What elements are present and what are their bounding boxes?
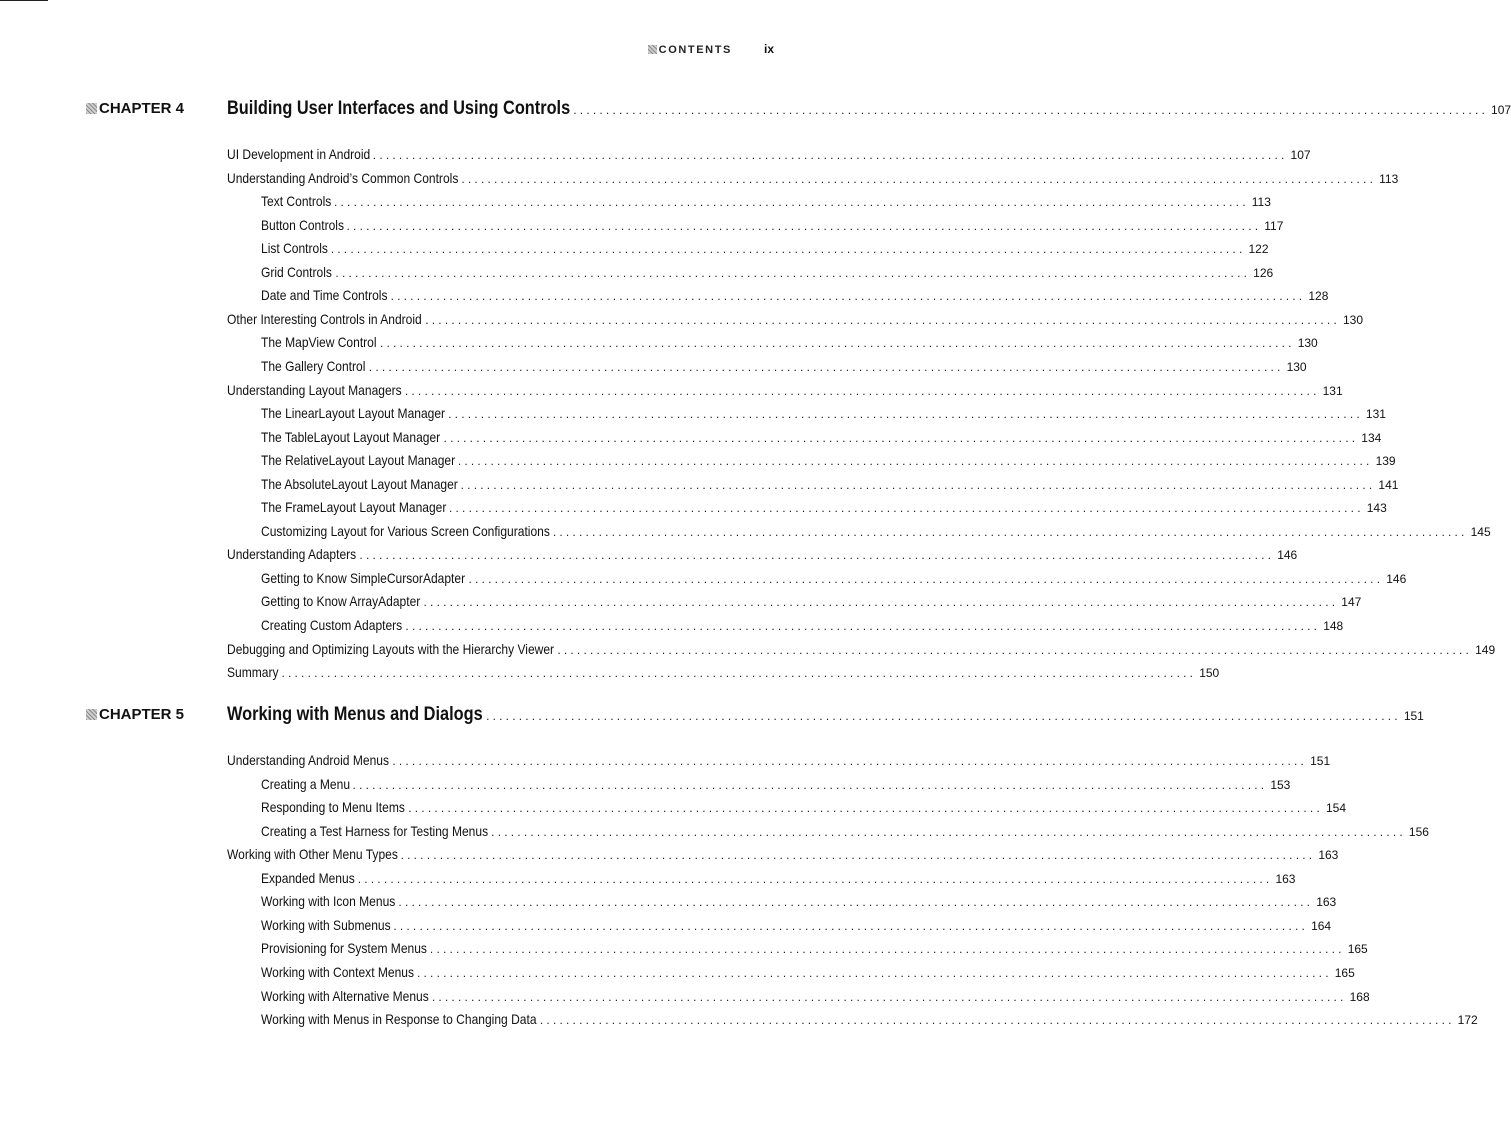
leader-dots: ............................................................................................................................................ [431,989,1347,1004]
leader-dots: ............................................................................................................................................ [379,336,1295,351]
entry-title: Text Controls [261,193,332,210]
leader-dots: ............................................................................................................................................ [330,242,1246,257]
entry-title: Grid Controls [261,263,332,280]
entry-title: UI Development in Android [227,146,371,162]
chapter-page-number: 151 [1403,709,1424,723]
leader-dots: ............................................................................................................................................ [335,265,1251,280]
entry-title: The TableLayout Layout Manager [261,428,441,445]
entry-title: Creating Custom Adapters [261,617,403,633]
toc-subsection-entry[interactable] [261,499,1387,516]
entry-page-number: 151 [1310,754,1331,768]
toc-section-entry[interactable] [227,146,1311,162]
leader-dots: ............................................................................................................................................ [448,407,1363,422]
entry-title: The Gallery Control [261,357,366,374]
leader-dots: ............................................................................................................................................ [398,895,1314,910]
page-number: ix [763,42,774,56]
chapter-title: Working with Menus and Dialogs [227,704,483,725]
toc-subsection-entry[interactable] [261,569,1407,586]
entry-page-number: 128 [1308,289,1329,304]
toc-subsection-entry[interactable] [261,987,1370,1004]
entry-title: Date and Time Controls [261,287,388,304]
entry-title: Debugging and Optimizing Layouts with the Hierarchy Viewer [227,640,555,657]
toc-subsection-entry[interactable] [261,522,1491,539]
running-head [648,42,774,56]
entry-title: Working with Other Menu Types [227,846,398,863]
entry-title: List Controls [261,240,328,257]
leader-dots: ............................................................................................................................................ [357,871,1273,886]
entry-page-number: 153 [1270,777,1291,792]
toc-subsection-entry[interactable] [261,593,1362,610]
leader-dots: ............................................................................................................................................ [448,501,1364,516]
toc-subsection-entry[interactable] [261,1011,1478,1028]
leader-dots: ............................................................................................................................................ [346,218,1262,233]
leader-dots: ............................................................................................................................................ [457,454,1373,469]
toc-section-entry[interactable] [227,640,1496,657]
entry-page-number: 149 [1475,642,1496,657]
entry-page-number: 130 [1343,312,1364,327]
leader-dots: ............................................................................................................................................ [461,171,1377,186]
entry-title: The MapView Control [261,334,377,351]
leader-dots: ............................................................................................................................................ [372,148,1288,162]
toc-subsection-entry[interactable] [261,775,1291,792]
entry-page-number: 172 [1457,1013,1478,1028]
entry-page-number: 148 [1323,619,1344,633]
box-ornament-icon [648,45,657,54]
entry-title: Understanding Layout Managers [227,381,402,398]
leader-dots: ............................................................................................................................................ [423,595,1339,610]
leader-dots: ............................................................................................................................................ [333,195,1249,210]
entry-title: Customizing Layout for Various Screen Configurations [261,522,550,539]
entry-page-number: 134 [1361,430,1382,445]
entry-title: Working with Icon Menus [261,893,396,910]
toc-subsection-entry[interactable] [261,263,1274,280]
leader-dots: ............................................................................................................................................ [552,524,1468,539]
toc-subsection-entry[interactable] [261,240,1269,257]
toc-subsection-entry[interactable] [261,869,1296,886]
leader-dots: ............................................................................................................................................ [429,942,1345,957]
entry-title: Summary [227,664,279,681]
toc-subsection-entry[interactable] [261,799,1347,816]
entry-page-number: 163 [1318,848,1339,863]
box-ornament-icon [86,103,97,114]
toc-subsection-entry[interactable] [261,916,1332,933]
entry-page-number: 146 [1277,548,1298,563]
entry-title: Understanding Adapters [227,546,357,563]
toc-section-entry[interactable] [227,846,1339,863]
leader-dots: ............................................................................................................................................ [393,918,1309,933]
toc-subsection-entry[interactable] [261,940,1368,957]
leader-dots: ............................................................................................................................................ [460,477,1376,492]
leader-dots: ............................................................................................................................................ [352,777,1268,792]
leader-dots: ............................................................................................................................................ [404,383,1320,398]
chapter-page-number: 107 [1491,103,1511,117]
entry-page-number: 139 [1375,454,1396,469]
entry-title: Responding to Menu Items [261,799,405,816]
entry-page-number: 156 [1408,824,1429,839]
entry-page-number: 131 [1322,383,1343,398]
chapter-title-line[interactable] [227,704,1424,726]
crop-mark [0,0,48,1]
entry-page-number: 126 [1253,265,1274,280]
entry-page-number: 130 [1297,336,1318,351]
entry-title: Getting to Know ArrayAdapter [261,593,421,610]
entry-page-number: 122 [1248,242,1269,257]
entry-page-number: 131 [1365,407,1386,422]
chapter-label: CHAPTER 4 [86,100,184,117]
leader-dots: ............................................................................................................................................ [557,642,1473,657]
leader-dots: ............................................................................................................................................ [359,548,1275,563]
entry-title: Working with Menus in Response to Changing Data [261,1011,537,1028]
toc-section-entry[interactable] [227,546,1298,563]
entry-page-number: 117 [1264,218,1284,233]
entry-title: Understanding Android’s Common Controls [227,169,459,186]
toc-subsection-entry[interactable] [261,963,1355,980]
leader-dots: ............................................................................................................................................ [468,571,1384,586]
leader-dots: ............................................................................................................................................ [368,359,1284,374]
chapter-title-line[interactable] [227,98,1511,120]
entry-title: Expanded Menus [261,869,355,886]
toc-section-entry[interactable] [227,381,1343,398]
entry-title: Understanding Android Menus [227,752,389,768]
entry-title: Provisioning for System Menus [261,940,427,957]
toc-subsection-entry[interactable] [261,357,1307,374]
toc-subsection-entry[interactable] [261,475,1399,492]
toc-subsection-entry[interactable] [261,334,1318,351]
entry-page-number: 141 [1378,477,1399,492]
toc-subsection-entry[interactable] [261,193,1271,210]
entry-title: Button Controls [261,216,344,233]
leader-dots: ............................................................................................................................................ [392,754,1308,768]
leader-dots: ............................................................................................................................................ [405,619,1321,633]
entry-page-number: 168 [1349,989,1370,1004]
leader-dots: ............................................................................................................................................ [416,965,1332,980]
entry-title: Creating a Menu [261,775,351,792]
toc-subsection-entry[interactable] [261,216,1284,233]
leader-dots: ............................................................................................................................................ [491,824,1406,839]
toc-subsection-entry[interactable] [261,405,1386,422]
entry-page-number: 113 [1251,195,1271,210]
leader-dots: ............................................................................................................................................ [408,801,1323,816]
entry-title: The LinearLayout Layout Manager [261,405,446,422]
entry-page-number: 146 [1386,571,1407,586]
toc-subsection-entry[interactable] [261,617,1344,633]
running-head-label: CONTENTS [648,44,732,56]
entry-page-number: 150 [1199,666,1220,681]
entry-title: The AbsoluteLayout Layout Manager [261,475,458,492]
entry-page-number: 154 [1326,801,1347,816]
entry-page-number: 163 [1316,895,1337,910]
toc-subsection-entry[interactable] [261,893,1337,910]
entry-page-number: 143 [1366,501,1387,516]
leader-dots: ............................................................................................................................................ [539,1013,1455,1028]
entry-page-number: 164 [1311,918,1332,933]
entry-page-number: 107 [1290,148,1311,162]
chapter-title: Building User Interfaces and Using Controls [227,98,571,119]
entry-title: Other Interesting Controls in Android [227,310,422,327]
toc-subsection-entry[interactable] [261,822,1429,839]
toc-subsection-entry[interactable] [261,428,1382,445]
entry-page-number: 147 [1341,595,1362,610]
toc-section-entry[interactable] [227,664,1220,681]
leader-dots: ............................................................................................................................................ [400,848,1316,863]
box-ornament-icon [86,709,97,720]
entry-page-number: 165 [1347,942,1368,957]
leader-dots: ............................................................................................................................................ [486,709,1401,723]
entry-title: Getting to Know SimpleCursorAdapter [261,569,466,586]
leader-dots: ............................................................................................................................................ [390,289,1306,304]
leader-dots: ............................................................................................................................................ [573,103,1489,117]
entry-title: Creating a Test Harness for Testing Menus [261,822,489,839]
chapter-label: CHAPTER 5 [86,706,184,723]
entry-page-number: 130 [1286,359,1307,374]
entry-page-number: 163 [1275,871,1296,886]
leader-dots: ............................................................................................................................................ [443,430,1359,445]
entry-page-number: 165 [1334,965,1355,980]
entry-title: Working with Submenus [261,916,391,933]
entry-title: The RelativeLayout Layout Manager [261,452,456,469]
entry-page-number: 113 [1379,171,1399,186]
entry-title: Working with Alternative Menus [261,987,429,1004]
toc-section-entry[interactable] [227,169,1399,186]
toc-section-entry[interactable] [227,310,1364,327]
entry-page-number: 145 [1470,524,1491,539]
leader-dots: ............................................................................................................................................ [425,312,1340,327]
leader-dots: ............................................................................................................................................ [281,666,1197,681]
entry-title: The FrameLayout Layout Manager [261,499,447,516]
toc-section-entry[interactable] [227,752,1331,768]
toc-subsection-entry[interactable] [261,452,1396,469]
toc-subsection-entry[interactable] [261,287,1329,304]
entry-title: Working with Context Menus [261,963,415,980]
